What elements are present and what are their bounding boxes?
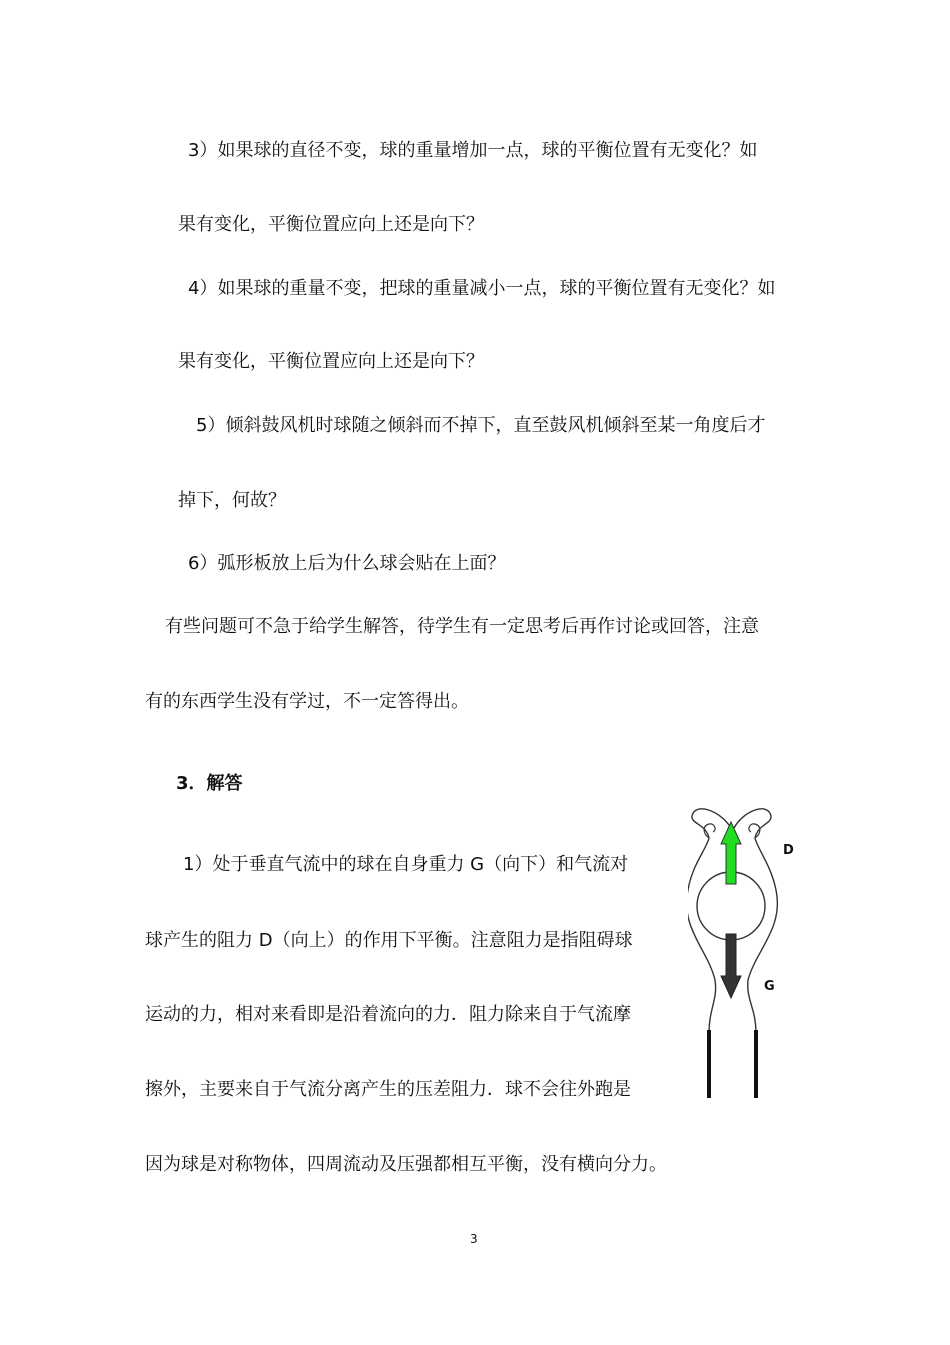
- answer-line-4: 擦外，主要来自于气流分离产生的压差阻力．球不会往外跑是: [145, 1079, 631, 1100]
- question-5-line-1: 5）倾斜鼓风机时球随之倾斜而不掉下，直至鼓风机倾斜至某一角度后才: [196, 415, 766, 436]
- section-heading: 3．解答: [176, 773, 243, 794]
- answer-line-5: 因为球是对称物体，四周流动及压强都相互平衡，没有横向分力。: [145, 1154, 667, 1175]
- teaching-note-line-1: 有些问题可不急于给学生解答，待学生有一定思考后再作讨论或回答，注意: [165, 616, 759, 637]
- question-3-line-2: 果有变化，平衡位置应向上还是向下？: [178, 214, 484, 235]
- question-4-line-2: 果有变化，平衡位置应向上还是向下？: [178, 351, 484, 372]
- question-3-line-1: 3）如果球的直径不变，球的重量增加一点，球的平衡位置有无变化？如: [188, 140, 758, 161]
- question-4-line-1: 4）如果球的重量不变，把球的重量减小一点，球的平衡位置有无变化？如: [188, 278, 776, 299]
- answer-line-2: 球产生的阻力 D（向上）的作用下平衡。注意阻力是指阻碍球: [145, 930, 633, 951]
- answer-line-1: 1）处于垂直气流中的球在自身重力 G（向下）和气流对: [183, 854, 629, 875]
- question-6-line-1: 6）弧形板放上后为什么球会贴在上面？: [188, 553, 506, 574]
- ball-in-airflow-figure: [688, 808, 808, 1103]
- gravity-arrow: [721, 934, 741, 998]
- pipe-wall-left: [707, 1030, 711, 1098]
- gravity-label: G: [764, 979, 775, 994]
- answer-line-3: 运动的力，相对来看即是沿着流向的力．阻力除来自于气流摩: [145, 1004, 631, 1025]
- teaching-note-line-2: 有的东西学生没有学过，不一定答得出。: [145, 691, 469, 712]
- drag-label: D: [783, 843, 794, 858]
- pipe-wall-right: [754, 1030, 758, 1098]
- page-number: 3: [470, 1232, 478, 1246]
- question-5-line-2: 掉下，何故？: [178, 490, 286, 511]
